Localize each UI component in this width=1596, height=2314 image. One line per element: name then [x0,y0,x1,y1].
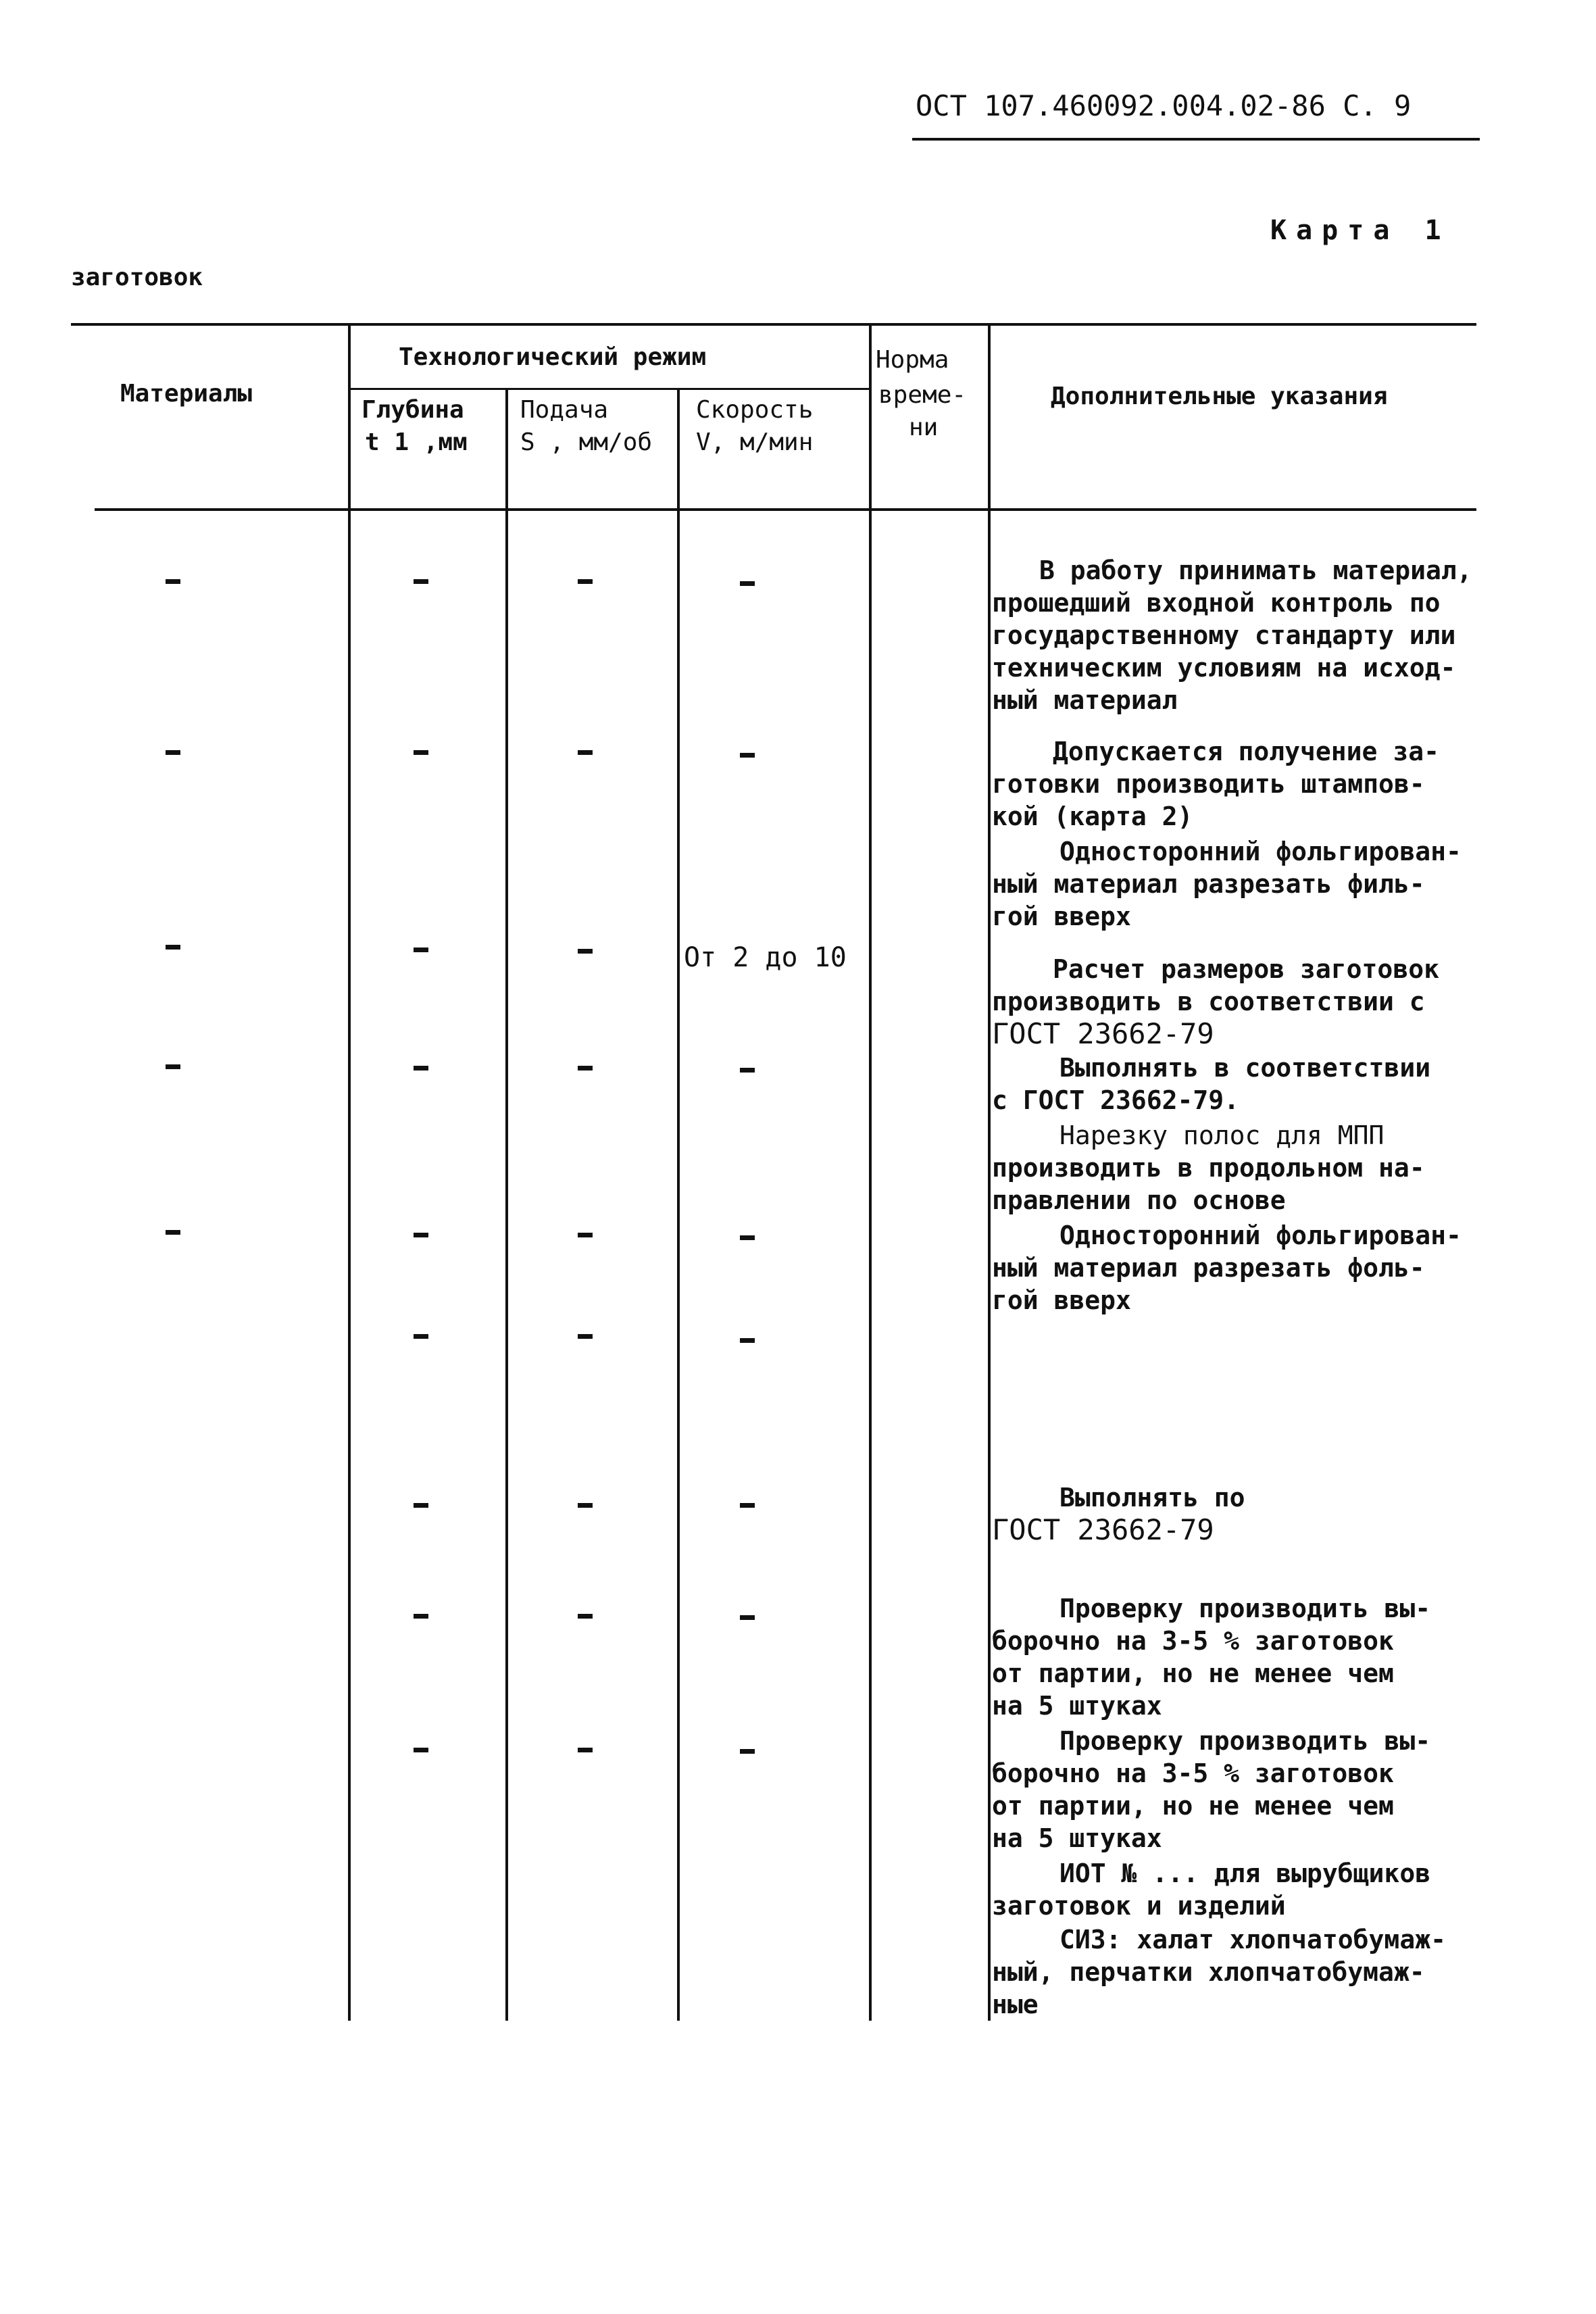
note-one-sided-foil-2: Односторонний фольгирован- ный материал разрезать фоль- гой вверх [992,1221,1462,1315]
dash-depth-1 [414,579,428,584]
dash-feed-1 [578,579,593,584]
note-sample-check-1: Проверку производить вы- борочно на 3-5 % заготовок от партии, но не менее чем на 5 штуках [992,1594,1431,1721]
dash-feed-8 [578,1614,593,1619]
dash-depth-7 [414,1503,428,1508]
dash-depth-8 [414,1614,428,1619]
speed-range-value: От 2 до 10 [684,942,847,973]
card-label: Карта 1 [1270,215,1451,246]
col-divider-4 [869,324,872,2021]
header-feed-2: S , мм/об [520,428,653,456]
dash-feed-9 [578,1748,593,1752]
header-notes: Дополнительные указания [1051,383,1388,410]
dash-speed-2 [740,753,755,758]
dash-depth-3 [414,947,428,952]
dash-speed-9 [740,1749,755,1754]
note-perform-by-gost: Выполнять по ГОСТ 23662-79 [992,1483,1245,1546]
header-feed-1: Подача [520,396,609,424]
doc-reference: ОСТ 107.460092.004.02-86 С. 9 [916,89,1412,122]
note-strip-cutting: Нарезку полос для МПП производить в продольном на- правлении по основе [992,1121,1425,1215]
dash-depth-9 [414,1748,428,1752]
header-speed-2: V, м/мин [696,428,814,456]
table-top-rule [71,323,1476,326]
note-perform-per-gost: Выполнять в соответствии с ГОСТ 23662-79. [992,1053,1431,1115]
dash-materials-1 [166,579,180,584]
dash-speed-4 [740,1068,755,1073]
dash-materials-2 [166,750,180,755]
header-norm-3: ни [909,414,939,441]
note-incoming-control: В работу принимать материал, прошедший входной контроль по государственному стандарту или техническим условиям на исход- ный материал [992,556,1472,715]
dash-speed-8 [740,1615,755,1620]
dash-materials-4 [166,1064,180,1069]
note-size-calculation: Расчет размеров заготовок производить в соответствии с ГОСТ 23662-79 [992,954,1439,1050]
dash-materials-5 [166,1230,180,1235]
dash-speed-6 [740,1338,755,1343]
header-bottom-rule [95,508,1476,511]
header-materials: Материалы [120,380,253,408]
header-norm-1: Норма [876,346,949,374]
dash-speed-7 [740,1503,755,1508]
header-speed-1: Скорость [696,396,814,424]
note-stamping-allowed: Допускается получение за- готовки производить штампов- кой (карта 2) [992,737,1439,831]
dash-feed-6 [578,1334,593,1339]
note-protective-equipment: СИЗ: халат хлопчатобумаж- ный, перчатки хлопчатобумаж- ные [992,1925,1446,2019]
dash-speed-5 [740,1235,755,1240]
dash-speed-1 [740,581,755,586]
dash-feed-2 [578,750,593,755]
header-depth-2: t 1 ,мм [365,428,468,456]
header-depth-1: Глубина [361,396,464,424]
header-norm-2: време- [878,381,967,409]
col-divider-1 [348,324,351,2021]
header-rule [912,138,1480,141]
col-divider-3 [677,389,680,2021]
dash-depth-6 [414,1334,428,1339]
section-title: заготовок [71,264,203,291]
dash-feed-5 [578,1233,593,1237]
dash-feed-7 [578,1503,593,1508]
dash-depth-2 [414,750,428,755]
dash-depth-5 [414,1233,428,1237]
col-divider-5 [988,324,991,2021]
note-safety-instruction: ИОТ № ... для вырубщиков заготовок и изделий [992,1858,1431,1921]
dash-feed-4 [578,1066,593,1070]
col-divider-2 [505,389,508,2021]
note-sample-check-2: Проверку производить вы- борочно на 3-5 % заготовок от партии, но не менее чем на 5 штуках [992,1726,1431,1853]
dash-materials-3 [166,945,180,950]
note-one-sided-foil-1: Односторонний фольгирован- ный материал разрезать филь- гой вверх [992,837,1462,931]
header-tech-mode: Технологический режим [399,343,707,371]
subheader-rule [349,388,870,390]
dash-depth-4 [414,1066,428,1070]
dash-feed-3 [578,949,593,954]
